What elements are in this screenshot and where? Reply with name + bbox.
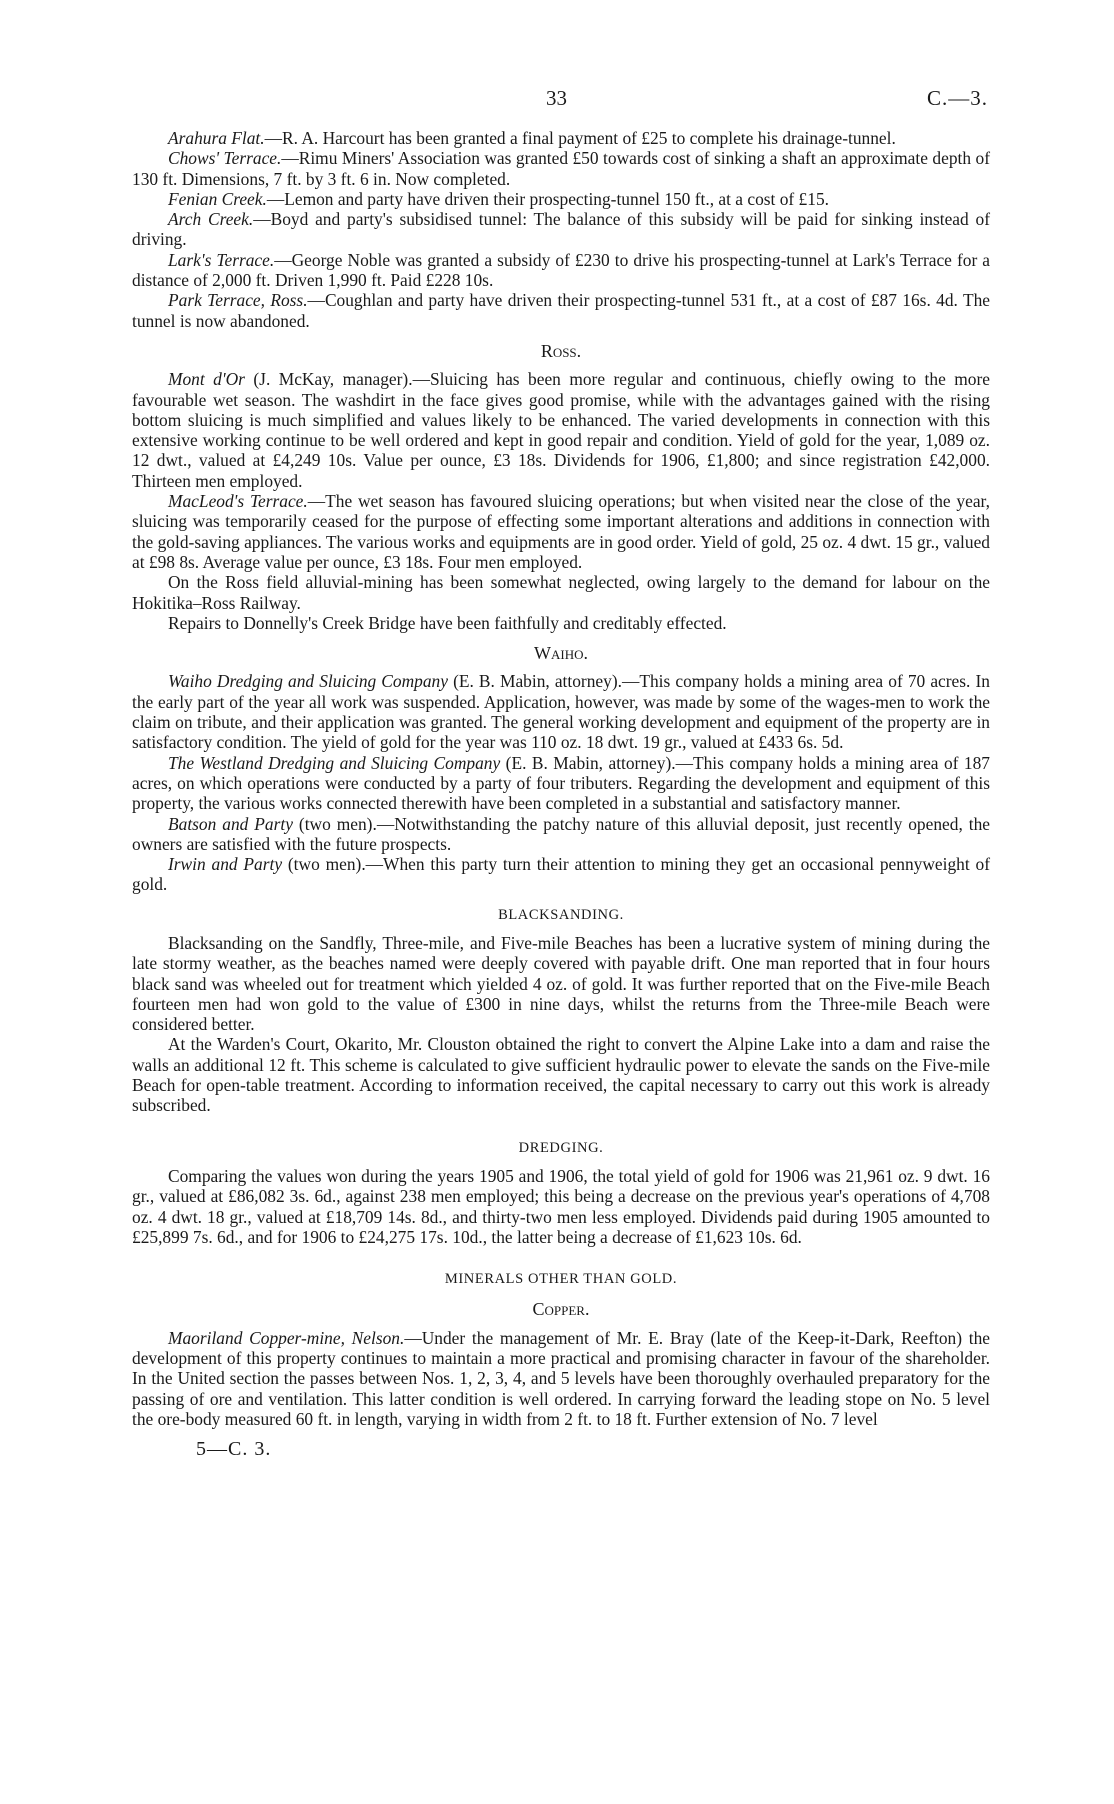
footer-signature: 5—C. 3. <box>196 1438 272 1461</box>
paragraph <box>132 209 990 250</box>
entry-title: Batson and Party <box>168 813 293 834</box>
paragraph-text: Blacksanding on the Sandfly, Three-mile, and Five-mile Beaches has been a lucrative system of mining during the late stormy weather, as the beaches named were deeply covered with payable drift. One man reported that in four hours black sand was wheeled out for treatment which yielded 4 oz. of gold. It was further reported that on the Five-mile Beach fourteen men had won gold to the value of £300 in nine days, whilst the returns from the Three-mile Beach were considered better. <box>132 932 990 1035</box>
paragraph <box>132 148 990 189</box>
paragraph-text: (E. B. Mabin, attorney).—This company holds a mining area of 187 acres, on which operations were conducted by a party of four tributers. Regarding the development and equipment of this property, the various works connected therewith have been completed in a substantial and satisfactory manner. <box>132 752 990 814</box>
paragraph <box>132 290 990 331</box>
entry-title: Mont d'Or <box>168 369 245 390</box>
paragraph-text: —The wet season has favoured sluicing operations; but when visited near the close of the year, sluicing was temporarily ceased for the purpose of effecting some important alterations and additions in connection with the gold-saving appliances. The various works and equipments are in good order. Yield of gold, 25 oz. 4 dwt. 15 gr., valued at £98 8s. Average value per ounce, £3 18s. Four men employed. <box>132 491 990 572</box>
page-header <box>132 88 990 128</box>
paragraph-text: (two men).—Notwithstanding the patchy nature of this alluvial deposit, just recently opened, the owners are satisfied with the future prospects. <box>132 813 990 854</box>
paragraph-text: (J. McKay, manager).—Sluicing has been more regular and continuous, chiefly owing to the more favourable wet season. The washdirt in the face gives good promise, while with the advantages gained with the rising bottom sluicing is much simplified and values likely to be enhanced. The varied developments in connection with this extensive working continue to be well ordered and kept in good repair and condition. Yield of gold for the year, 1,089 oz. 12 dwt., valued at £4,249 10s. Value per ounce, £3 18s. Dividends for 1906, £1,800; and since registration £42,000. Thirteen men employed. <box>132 369 990 491</box>
paragraph <box>132 753 990 814</box>
paragraph <box>132 491 990 572</box>
entry-title: Chows' Terrace. <box>168 148 282 169</box>
paragraph-text: (E. B. Mabin, attorney).—This company holds a mining area of 70 acres. In the early part of the year all work was suspended. Application, however, was made by some of the wages-men to work the claim on tribute, and their application was granted. The general working development and equipment of the property are in satisfactory condition. The yield of gold for the year was 110 oz. 18 dwt. 19 gr., valued at £433 6s. 5d. <box>132 671 990 753</box>
entry-title: Fenian Creek. <box>168 188 267 209</box>
section-heading: DREDGING. <box>518 1139 604 1156</box>
paragraph-text: —Boyd and party's subsidised tunnel: The balance of this subsidy will be paid for sinking instead of driving. <box>132 209 991 250</box>
paragraph <box>132 854 990 895</box>
paragraph-text: —Rimu Miners' Association was granted £50 towards cost of sinking a shaft an approximate depth of 130 ft. Dimensions, 7 ft. by 3 ft. 6 in. Now completed. <box>132 148 991 189</box>
paragraph <box>132 572 990 613</box>
section-heading: Copper. <box>532 1299 590 1320</box>
page-number: 33 <box>546 86 567 110</box>
paragraph-text: Comparing the values won during the years 1905 and 1906, the total yield of gold for 1906 was 21,961 oz. 9 dwt. 16 gr., valued at £86,082 3s. 6d., against 238 men employed; this being a decrease on the previous year's operations of 4,708 oz. 4 dwt. 18 gr., valued at £18,709 14s. 8d., and thirty-two men less employed. Dividends paid during 1905 amounted to £25,899 7s. 6d., and for 1906 to £24,275 17s. 10d., the latter being a decrease of £1,623 10s. 6d. <box>132 1165 990 1247</box>
section-heading: BLACKSANDING. <box>498 906 624 923</box>
paragraph <box>132 1166 990 1247</box>
section-heading: MINERALS OTHER THAN GOLD. <box>444 1271 678 1288</box>
entry-title: Arahura Flat. <box>168 128 265 148</box>
entry-title: Park Terrace, Ross. <box>168 290 308 311</box>
entry-title: Lark's Terrace. <box>168 249 275 270</box>
paragraph-text: Repairs to Donnelly's Creek Bridge have been faithfully and creditably effected. <box>168 612 727 633</box>
entry-title: Maoriland Copper-mine, Nelson. <box>168 1327 405 1348</box>
entry-title: The Westland Dredging and Sluicing Company <box>168 752 501 773</box>
paragraph-text: On the Ross field alluvial-mining has been somewhat neglected, owing largely to the demand for labour on the Hokitika–Ross Railway. <box>132 572 990 613</box>
paragraph-text: —George Noble was granted a subsidy of £230 to drive his prospecting-tunnel at Lark's Terrace for a distance of 2,000 ft. Driven 1,990 ft. Paid £228 10s. <box>132 249 991 291</box>
document-page <box>132 88 990 1460</box>
section-heading: Waiho. <box>534 643 588 664</box>
section-heading: Ross. <box>540 340 582 361</box>
entry-title: Irwin and Party <box>168 854 283 875</box>
paragraph-text: —Under the management of Mr. E. Bray (late of the Keep-it-Dark, Reefton) the development of this property continues to maintain a more practical and promising character in favour of the shareholder. In the United section the passes between Nos. 1, 2, 3, 4, and 5 levels have been thoroughly overhauled preparatory for the passing of ore and ventilation. This latter condition is well ordered. In carrying forward the leading stope on No. 5 level the ore-body measured 60 ft. in length, varying in width from 2 ft. to 18 ft. Further extension of No. 7 level <box>132 1327 990 1429</box>
entry-title: Arch Creek. <box>168 209 254 230</box>
document-reference: C.—3. <box>926 86 988 110</box>
paragraph <box>132 250 990 291</box>
paragraph <box>132 189 990 209</box>
paragraph <box>132 369 990 491</box>
paragraph-text: —Lemon and party have driven their prospecting-tunnel 150 ft., at a cost of £15. <box>266 188 829 209</box>
paragraph <box>132 613 990 633</box>
paragraph-text: (two men).—When this party turn their attention to mining they get an occasional pennyweight of gold. <box>132 854 990 895</box>
paragraph <box>132 128 990 148</box>
paragraph <box>132 814 990 855</box>
body-text <box>132 128 990 1429</box>
entry-title: Waiho Dredging and Sluicing Company <box>168 671 448 692</box>
entry-title: MacLeod's Terrace. <box>168 491 308 512</box>
paragraph <box>132 671 990 752</box>
paragraph <box>132 1328 990 1429</box>
paragraph <box>132 933 990 1034</box>
paragraph <box>132 1034 990 1115</box>
paragraph-text: —Coughlan and party have driven their prospecting-tunnel 531 ft., at a cost of £87 16s. 4d. The tunnel is now abandoned. <box>132 290 990 331</box>
paragraph-text: At the Warden's Court, Okarito, Mr. Clouston obtained the right to convert the Alpine Lake into a dam and raise the walls an additional 12 ft. This scheme is calculated to give sufficient hydraulic power to elevate the sands on the Five-mile Beach for open-table treatment. According to information received, the capital necessary to carry out this work is already subscribed. <box>132 1034 990 1116</box>
paragraph-text: —R. A. Harcourt has been granted a final payment of £25 to complete his drainage-tunnel. <box>264 128 896 148</box>
